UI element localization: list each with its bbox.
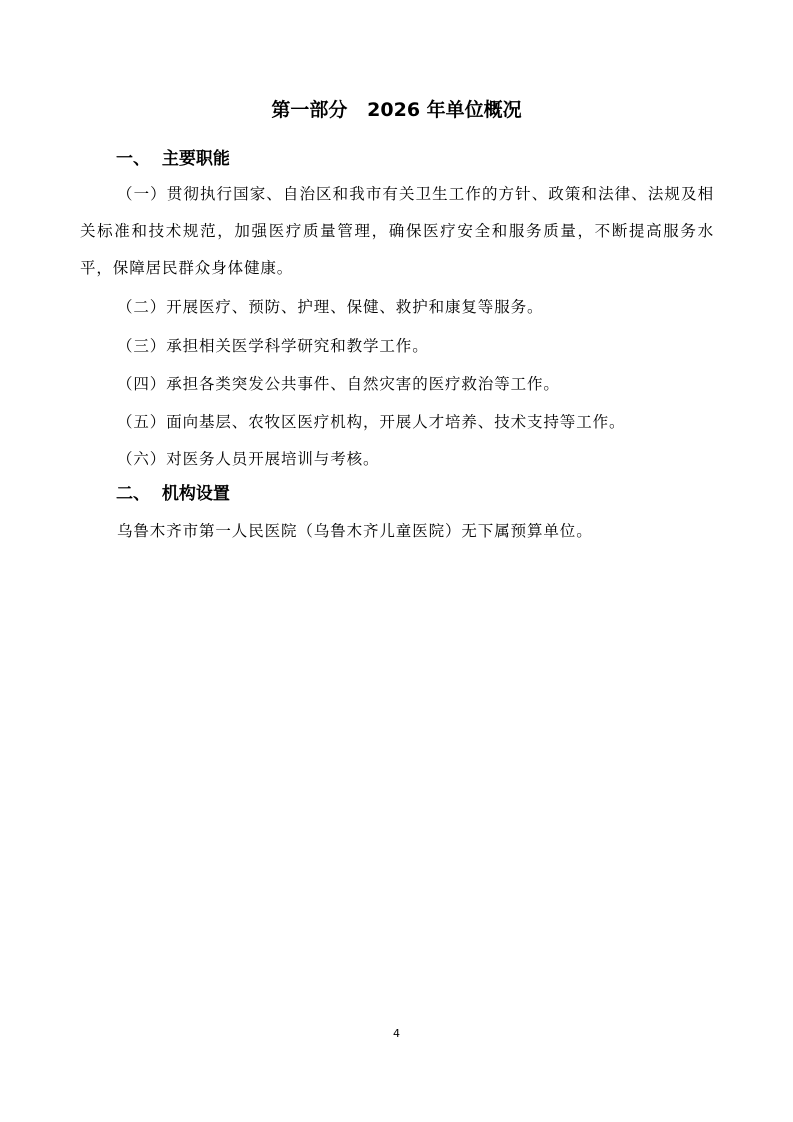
duty-item-3: （三）承担相关医学科学研究和教学工作。 [117,337,429,355]
duty-item-1: （一）贯彻执行国家、自治区和我市有关卫生工作的方针、政策和法律、法规及相关标准和技术规范，加强医疗质量管理，确保医疗安全和服务质量，不断提高服务水平，保障居民群众身体健康。 [80,185,714,277]
section-heading-organization: 二、 机构设置 [116,484,230,504]
page-title: 第一部分 2026 年单位概况 [271,99,522,121]
section-heading-main-functions: 一、 主要职能 [116,149,230,169]
organization-text: 乌鲁木齐市第一人民医院（乌鲁木齐儿童医院）无下属预算单位。 [117,522,593,540]
duty-item-6: （六）对医务人员开展培训与考核。 [117,450,380,468]
page-number: 4 [393,1027,400,1040]
duty-item-2: （二）开展医疗、预防、护理、保健、救护和康复等服务。 [117,298,544,316]
duty-item-4: （四）承担各类突发公共事件、自然灾害的医疗救治等工作。 [117,375,560,393]
duty-item-5: （五）面向基层、农牧区医疗机构，开展人才培养、技术支持等工作。 [117,413,626,431]
